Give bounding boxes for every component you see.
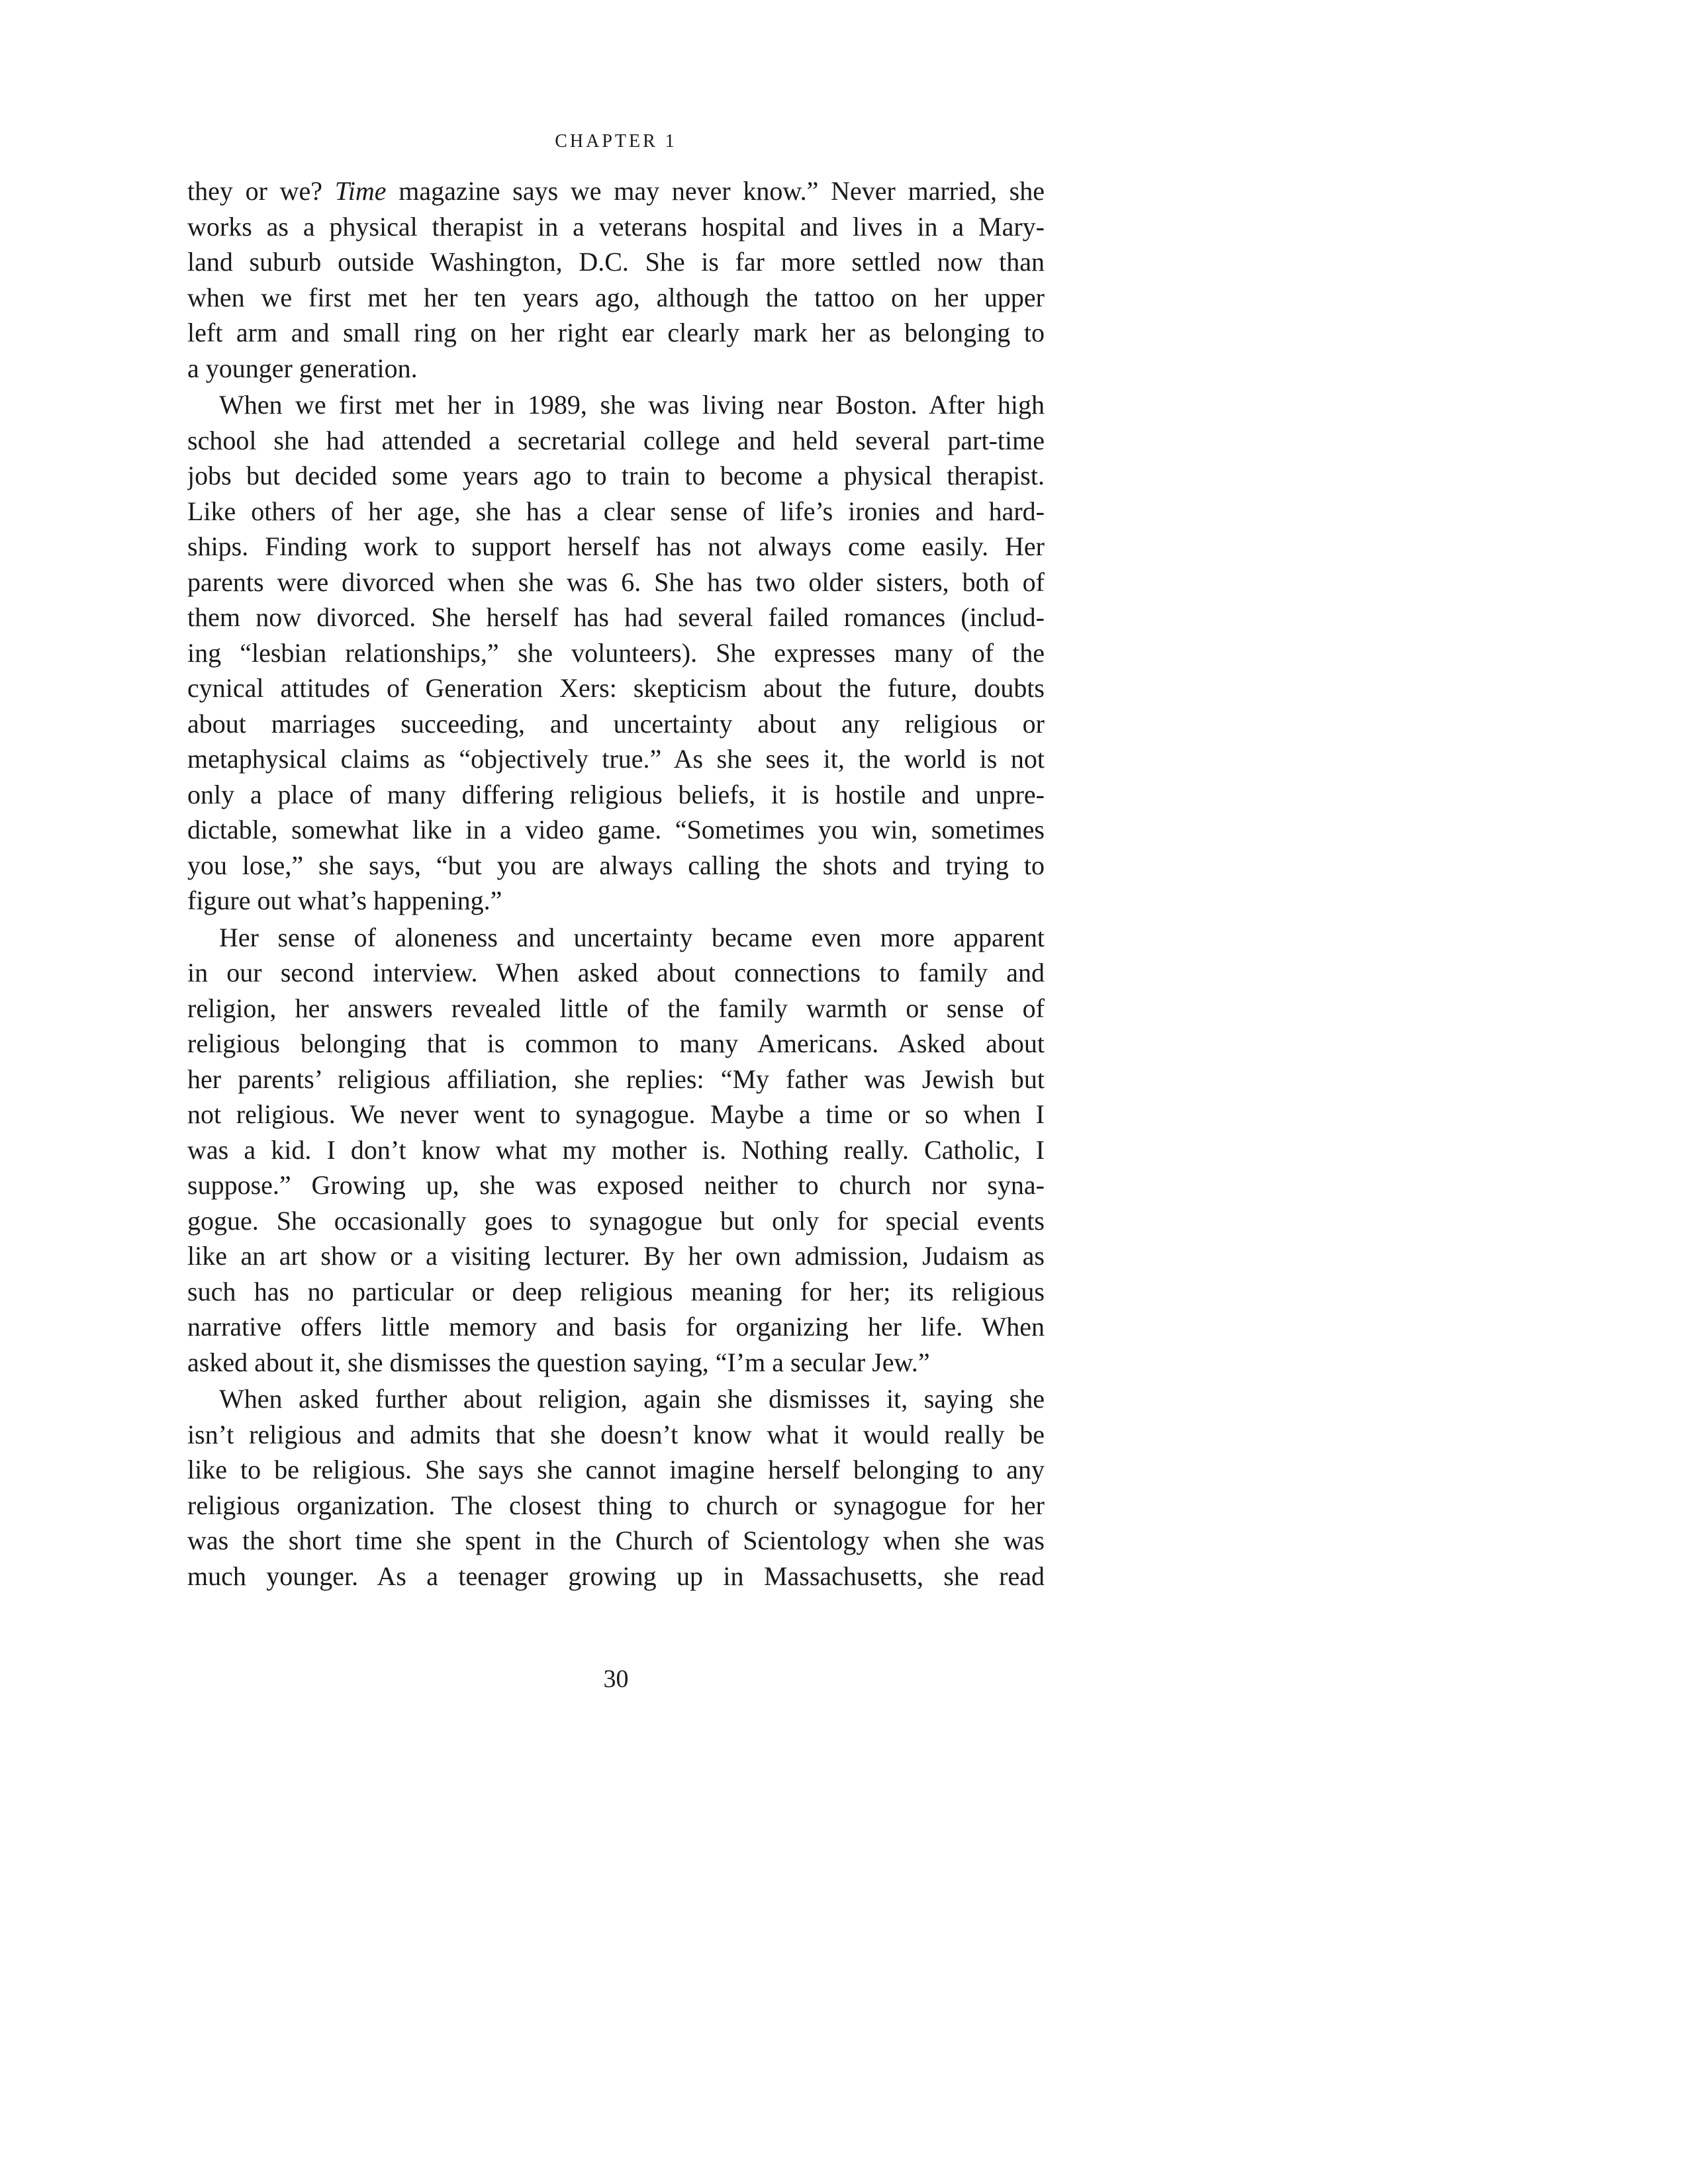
text-line: when we first met her ten years ago, although the tattoo on her upper xyxy=(187,282,1045,312)
text-line: parents were divorced when she was 6. She has two older sisters, both of xyxy=(187,567,1045,597)
text-line: a younger generation. xyxy=(187,353,418,383)
text-line: dictable, somewhat like in a video game. “Sometimes you win, sometimes xyxy=(187,815,1045,844)
text-line: Her sense of aloneness and uncertainty became even more apparent xyxy=(219,922,1045,952)
text-line: only a place of many differing religious beliefs, it is hostile and unpre- xyxy=(187,779,1045,809)
text-line: land suburb outside Washington, D.C. She is far more settled now than xyxy=(187,247,1045,277)
running-head: CHAPTER 1 xyxy=(555,131,677,152)
paragraph xyxy=(187,173,1045,386)
text-line: like to be religious. She says she cannot imagine herself belonging to any xyxy=(187,1455,1045,1484)
text-line: gogue. She occasionally goes to synagogue but only for special events xyxy=(187,1205,1045,1236)
text-line: metaphysical claims as “objectively true.” As she sees it, the world is not xyxy=(187,744,1045,774)
text-line: cynical attitudes of Generation Xers: skepticism about the future, doubts xyxy=(187,673,1045,703)
text-line: not religious. We never went to synagogue. Maybe a time or so when I xyxy=(187,1099,1045,1129)
body-text xyxy=(187,173,1045,1594)
text-line: suppose.” Growing up, she was exposed neither to church nor syna- xyxy=(187,1170,1045,1200)
text-line: much younger. As a teenager growing up in Massachusetts, she read xyxy=(187,1561,1045,1591)
text-line: religious belonging that is common to many Americans. Asked about xyxy=(187,1028,1045,1058)
text-line: figure out what’s happening.” xyxy=(187,886,502,915)
page-number: 30 xyxy=(603,1665,629,1693)
text-line: like an art show or a visiting lecturer. By her own admission, Judaism as xyxy=(187,1241,1045,1271)
text-line: ships. Finding work to support herself has not always come easily. Her xyxy=(187,531,1045,561)
text-line: religious organization. The closest thing to church or synagogue for her xyxy=(187,1490,1045,1520)
paragraph xyxy=(187,387,1045,919)
text-line: jobs but decided some years ago to train to become a physical therapist. xyxy=(187,461,1045,490)
text-line: When we first met her in 1989, she was living near Boston. After high xyxy=(219,390,1045,420)
text-line: asked about it, she dismisses the question saying, “I’m a secular Jew.” xyxy=(187,1347,930,1377)
text-line: ing “lesbian relationships,” she volunteers). She expresses many of the xyxy=(187,637,1045,668)
text-line: about marriages succeeding, and uncertainty about any religious or xyxy=(187,708,1045,739)
text-line: works as a physical therapist in a veterans hospital and lives in a Mary- xyxy=(187,211,1045,242)
text-line: they or we? Time magazine says we may never know.” Never married, she xyxy=(187,176,1045,206)
paragraph xyxy=(187,1381,1045,1594)
text-line: you lose,” she says, “but you are always calling the shots and trying to xyxy=(187,850,1045,880)
text-line: school she had attended a secretarial college and held several part-time xyxy=(187,425,1045,455)
text-line: them now divorced. She herself has had several failed romances (includ- xyxy=(187,602,1045,632)
text-line: narrative offers little memory and basis for organizing her life. When xyxy=(187,1312,1045,1342)
text-line: left arm and small ring on her right ear clearly mark her as belonging to xyxy=(187,318,1045,347)
text-line: religion, her answers revealed little of the family warmth or sense of xyxy=(187,993,1045,1023)
text-line: When asked further about religion, again she dismisses it, saying she xyxy=(219,1384,1045,1414)
italic-title: Time xyxy=(334,176,387,206)
text-line: was a kid. I don’t know what my mother is. Nothing really. Catholic, I xyxy=(187,1134,1045,1165)
text-line: Like others of her age, she has a clear sense of life’s ironies and hard- xyxy=(187,496,1045,526)
text-line: her parents’ religious affiliation, she replies: “My father was Jewish but xyxy=(187,1064,1045,1094)
text-line: such has no particular or deep religious meaning for her; its religious xyxy=(187,1276,1045,1306)
paragraph xyxy=(187,920,1045,1381)
text-line: in our second interview. When asked about connections to family and xyxy=(187,958,1045,987)
text-line: was the short time she spent in the Church of Scientology when she was xyxy=(187,1525,1045,1555)
text-line: isn’t religious and admits that she doesn’t know what it would really be xyxy=(187,1419,1045,1449)
